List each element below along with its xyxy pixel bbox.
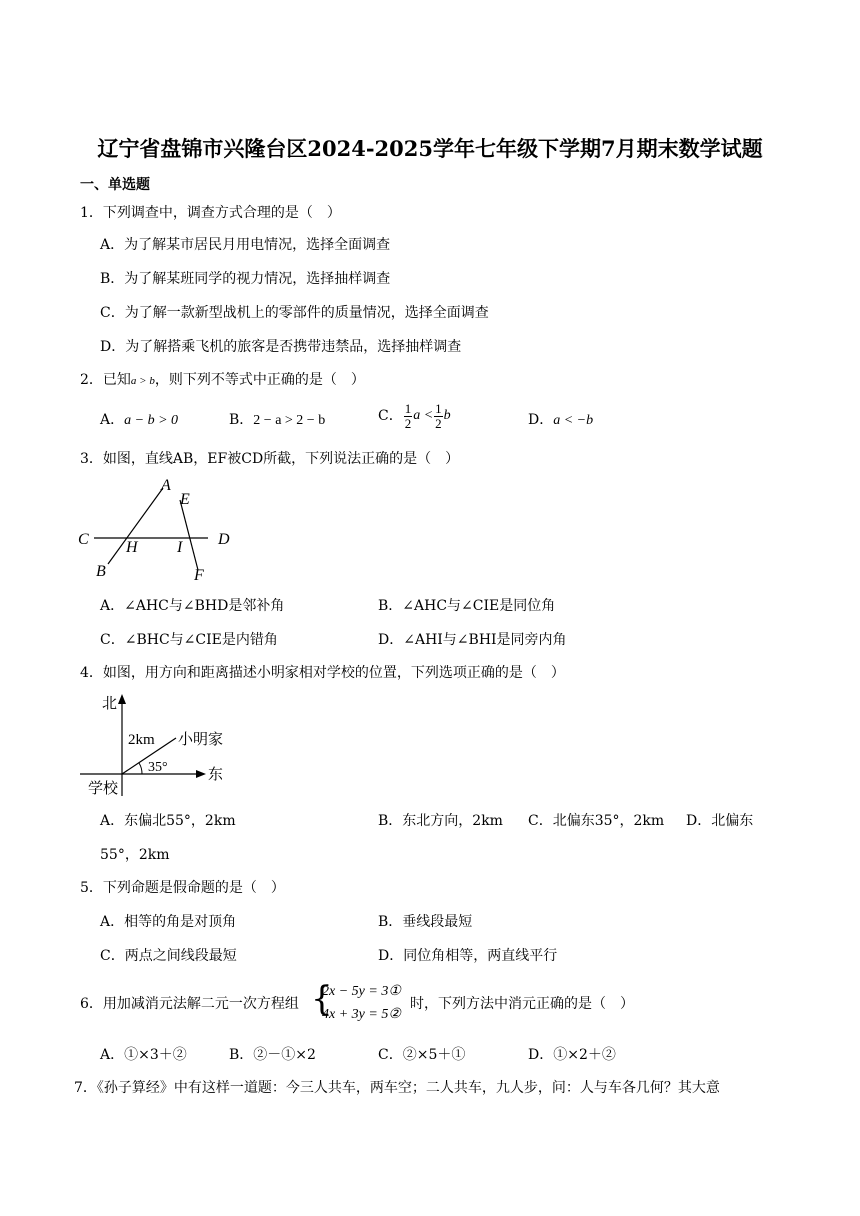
question-6-option-d: D．①×2＋② — [528, 1047, 616, 1063]
angle-label: 35° — [148, 760, 168, 775]
question-1-option-a: A．为了解某市居民月用电情况，选择全面调查 — [100, 237, 391, 253]
option-label: A． — [100, 412, 125, 428]
question-4-option-c: C．北偏东35°，2km — [528, 813, 665, 829]
east-label: 东 — [208, 767, 224, 783]
question-6-stem-pre: 6．用加减消元法解二元一次方程组 — [80, 996, 299, 1012]
school-label: 学校 — [88, 781, 119, 797]
fraction-denominator: 2 — [435, 415, 442, 431]
option-label: B． — [229, 412, 254, 428]
fraction-denominator: 2 — [404, 415, 412, 431]
option-label: D． — [528, 412, 554, 428]
section-heading: 一、单选题 — [80, 177, 150, 193]
equation-1: 2x − 5y = 3① — [322, 984, 401, 999]
option-expression: a − b > 0 — [124, 413, 179, 428]
question-2-stem — [80, 373, 365, 387]
question-6-option-c: C．②×5＋① — [378, 1047, 466, 1063]
question-5-option-c: C．两点之间线段最短 — [100, 948, 237, 964]
question-1-option-d: D．为了解搭乘飞机的旅客是否携带违禁品，选择抽样调查 — [100, 339, 462, 355]
point-b-label: B — [96, 563, 106, 580]
question-4-option-d-continued: 55°，2km — [100, 847, 170, 863]
question-4-stem: 4．如图，用方向和距离描述小明家相对学校的位置，下列选项正确的是（ ） — [80, 665, 565, 681]
option-expression: a < −b — [553, 413, 594, 428]
option-expression: 2 − a > 2 − b — [253, 413, 326, 428]
question-6-option-b: B．②－①×2 — [229, 1047, 316, 1063]
point-a-label: A — [161, 477, 171, 494]
question-3-option-d: D．∠AHI与∠BHI是同旁内角 — [378, 632, 567, 648]
option-label: C． — [378, 408, 403, 425]
question-2-option-b — [229, 413, 325, 428]
question-3-option-c: C．∠BHC与∠CIE是内错角 — [100, 632, 278, 648]
question-2-stem-pre: 2．已知 — [80, 372, 131, 388]
point-h-label: H — [126, 539, 138, 556]
question-4-figure — [80, 690, 250, 800]
question-1-option-b: B．为了解某班同学的视力情况，选择抽样调查 — [100, 271, 391, 287]
distance-label: 2km — [128, 732, 155, 748]
east-arrow-icon — [196, 770, 206, 778]
question-1-option-c: C．为了解一款新型战机上的零部件的质量情况，选择全面调查 — [100, 305, 489, 321]
question-6-stem-post: 时，下列方法中消元正确的是（ ） — [410, 996, 634, 1012]
question-3-figure — [74, 476, 244, 588]
question-3-stem: 3．如图，直线AB，EF被CD所截，下列说法正确的是（ ） — [80, 451, 460, 467]
point-d-label: D — [218, 531, 230, 548]
north-arrow-icon — [118, 694, 126, 704]
question-2-option-c — [378, 402, 451, 430]
question-4-option-a: A．东偏北55°，2km — [100, 813, 236, 829]
line-ef — [180, 500, 198, 570]
point-e-label: E — [180, 491, 190, 508]
question-7-stem: 7．《孙子算经》中有这样一道题：今三人共车，两车空；二人共车，九人步，问：人与车各几何？其大意 — [74, 1080, 720, 1096]
fraction-numerator: 1 — [404, 401, 412, 416]
point-f-label: F — [194, 567, 204, 584]
question-2-option-d — [528, 413, 593, 428]
option-expression: a < — [413, 408, 434, 424]
question-5-option-a: A．相等的角是对顶角 — [100, 914, 237, 930]
question-5-option-b: B．垂线段最短 — [378, 914, 473, 930]
question-2-stem-post: ，则下列不等式中正确的是（ ） — [154, 372, 365, 388]
question-5-stem: 5．下列命题是假命题的是（ ） — [80, 880, 285, 896]
north-label: 北 — [102, 696, 118, 712]
question-4-option-d: D．北偏东 — [686, 813, 754, 829]
point-i-label: I — [177, 539, 183, 556]
question-5-option-d: D．同位角相等，两直线平行 — [378, 948, 558, 964]
equation-2: 4x + 3y = 5② — [322, 1007, 401, 1022]
question-2-stem-math: a > b — [130, 375, 155, 387]
home-label: 小明家 — [178, 732, 224, 748]
fraction — [404, 402, 413, 430]
option-expression: b — [443, 408, 451, 424]
question-1-stem: 1．下列调查中，调查方式合理的是（ ） — [80, 205, 341, 221]
question-6-option-a: A．①×3＋② — [100, 1047, 187, 1063]
angle-arc — [139, 763, 142, 774]
fraction-numerator: 1 — [435, 401, 442, 416]
point-c-label: C — [78, 531, 89, 548]
question-3-option-a: A．∠AHC与∠BHD是邻补角 — [100, 598, 285, 614]
question-2-option-a — [100, 413, 178, 428]
equation-brace: { — [311, 979, 333, 1019]
question-4-option-b: B．东北方向，2km — [378, 813, 503, 829]
fraction — [434, 402, 443, 430]
question-3-option-b: B．∠AHC与∠CIE是同位角 — [378, 598, 556, 614]
document-title: 辽宁省盘锦市兴隆台区2024-2025学年七年级下学期7月期末数学试题 — [97, 136, 763, 161]
